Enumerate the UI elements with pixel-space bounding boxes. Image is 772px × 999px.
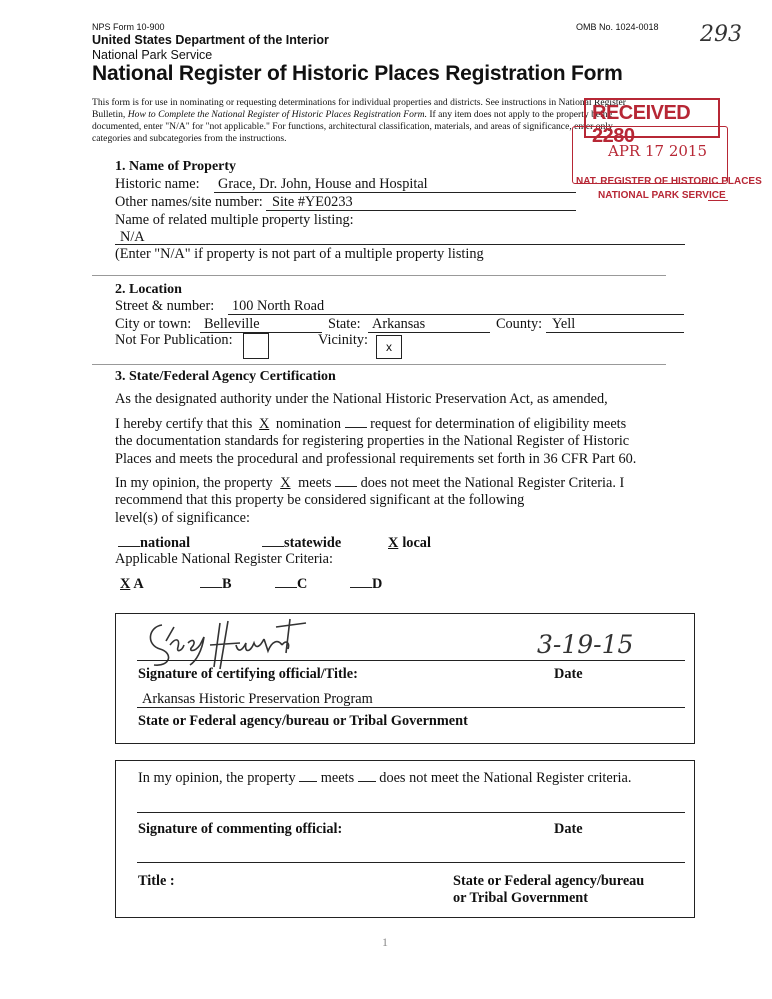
certify-statement: I hereby certify that this X nomination request for determination of eligibility meets — [115, 416, 627, 432]
department-name: United States Department of the Interior — [92, 33, 329, 47]
commenting-agency-label-line2: or Tribal Government — [453, 890, 589, 906]
not-for-publication-checkbox[interactable] — [243, 333, 269, 359]
level-national[interactable]: national — [118, 535, 190, 552]
date-label: Date — [554, 666, 583, 682]
section2-title: 2. Location — [115, 282, 182, 297]
received-stamp: RECEIVED 2280 APR 17 2015 NAT. REGISTER OF HISTORIC PLACES NATIONAL PARK SERVICE — [568, 94, 732, 212]
related-listing-note: (Enter "N/A" if property is not part of a multiple property listing — [115, 246, 484, 262]
section3-title: 3. State/Federal Agency Certification — [115, 369, 336, 384]
criterion-a[interactable]: X A — [120, 576, 144, 592]
level-statewide[interactable]: statewide — [262, 535, 341, 552]
meets-mark[interactable]: X — [280, 475, 291, 491]
historic-name-value[interactable]: Grace, Dr. John, House and Hospital — [218, 176, 428, 192]
criterion-d[interactable]: D — [350, 576, 382, 593]
other-names-value[interactable]: Site #YE0233 — [272, 194, 353, 210]
nomination-mark[interactable]: X — [258, 416, 270, 432]
page-title: National Register of Historic Places Registration Form — [92, 62, 623, 85]
street-label: Street & number: — [115, 298, 215, 314]
certify-statement-line2: the documentation standards for registering properties in the National Register of Historic — [115, 433, 630, 449]
criteria-label: Applicable National Register Criteria: — [115, 551, 333, 567]
vicinity-checkbox[interactable]: x — [376, 335, 402, 359]
comment-not-meet-blank[interactable] — [358, 781, 376, 782]
commenting-opinion: In my opinion, the property meets does not meet the National Register criteria. — [138, 770, 632, 786]
authority-statement: As the designated authority under the National Historic Preservation Act, as amended, — [115, 391, 608, 407]
city-value[interactable]: Belleville — [204, 316, 260, 332]
signature-image — [140, 615, 310, 673]
agency-label: State or Federal agency/bureau or Tribal Government — [138, 713, 468, 729]
omb-number: OMB No. 1024-0018 — [576, 22, 659, 32]
county-value[interactable]: Yell — [552, 316, 576, 332]
opinion-statement: In my opinion, the property X meets does not meet the National Register Criteria. I — [115, 475, 625, 491]
historic-name-label: Historic name: — [115, 176, 200, 192]
form-instructions: This form is for use in nominating or requesting determinations for individual properties and districts. See instructions in National Register Bulletin, How to Complete the National Register of Historic Places Registration Form. If any item does not apply to the property being documented, enter "N/A" for "not applicable." For functions, architectural classification, materials, and areas of significance, enter only categories and subcategories from the instructions. — [92, 97, 626, 144]
city-label: City or town: — [115, 316, 192, 332]
page-number: 1 — [382, 935, 388, 949]
level-local[interactable]: X local — [388, 535, 431, 551]
agency-value[interactable]: Arkansas Historic Preservation Program — [142, 691, 373, 707]
commenting-title-label: Title : — [138, 873, 175, 889]
street-value[interactable]: 100 North Road — [232, 298, 325, 314]
signature-label: Signature of certifying official/Title: — [138, 666, 358, 682]
commenting-date-label: Date — [554, 821, 583, 837]
section1-title: 1. Name of Property — [115, 159, 237, 174]
not-for-publication-label: Not For Publication: — [115, 332, 233, 348]
state-label: State: — [328, 316, 361, 332]
signature-date-value: 3-19-15 — [537, 630, 634, 659]
opinion-statement-line2: recommend that this property be considered significant at the following — [115, 492, 525, 508]
commenting-agency-label: State or Federal agency/bureau — [453, 873, 645, 889]
vicinity-label: Vicinity: — [318, 332, 368, 348]
related-listing-value[interactable]: N/A — [120, 229, 145, 245]
state-value[interactable]: Arkansas — [372, 316, 426, 332]
comment-meets-blank[interactable] — [299, 781, 317, 782]
form-number: NPS Form 10-900 — [92, 22, 165, 32]
certify-statement-line3: Places and meets the procedural and professional requirements set forth in 36 CFR Part 60. — [115, 451, 637, 467]
commenting-signature-label: Signature of commenting official: — [138, 821, 343, 837]
handwritten-page-number: 293 — [700, 22, 742, 47]
service-name: National Park Service — [92, 48, 213, 62]
related-listing-label: Name of related multiple property listing: — [115, 212, 354, 228]
county-label: County: — [496, 316, 543, 332]
criterion-b[interactable]: B — [200, 576, 232, 593]
criterion-c[interactable]: C — [275, 576, 307, 593]
opinion-statement-line3: level(s) of significance: — [115, 510, 250, 526]
other-names-label: Other names/site number: — [115, 194, 263, 210]
